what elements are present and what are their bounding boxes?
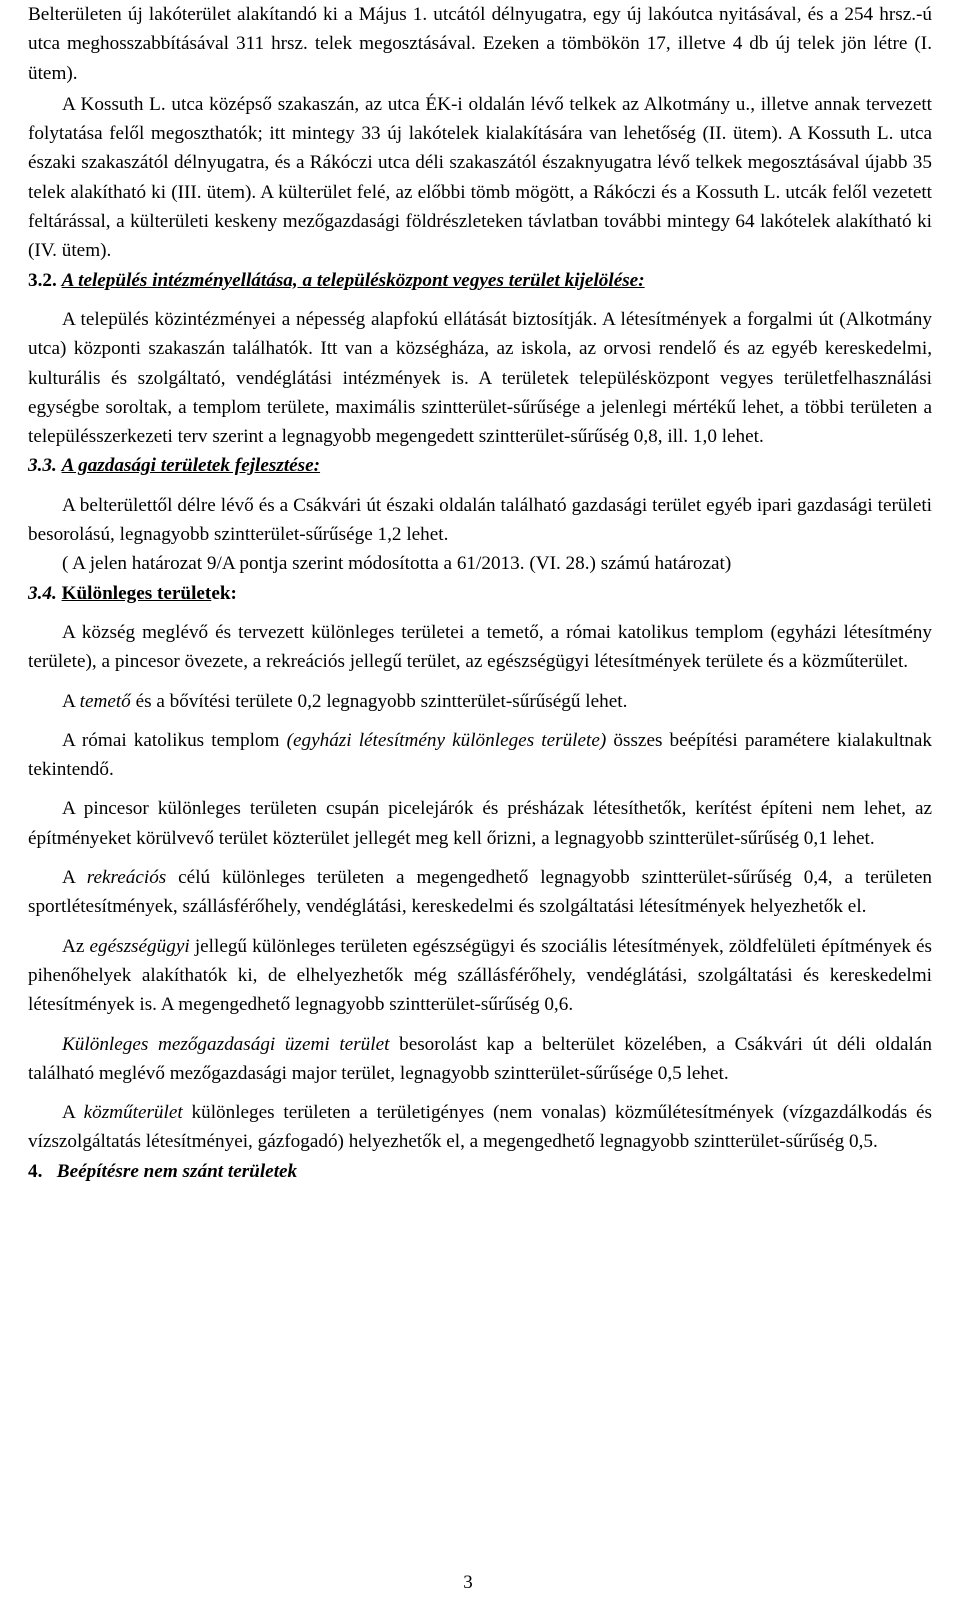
text-run: A (62, 690, 80, 712)
text-run: célú különleges területen a megengedhető legnagyobb szintterület-sűrűség 0,4, a területen sportlétesítmények, szállásférőhely, vendéglátási, kereskedelmi és szolgáltatási létesítmények helyezhetők el. (28, 867, 932, 918)
text-run: összes beépítési paramétere kialakultnak tekintendő. (28, 729, 933, 781)
emphasis: (egyházi létesítmény különleges területe) (286, 729, 607, 751)
text-run: A (62, 1102, 84, 1124)
heading-3-2 (28, 266, 932, 295)
emphasis: rekreációs (86, 867, 167, 889)
emphasis: temető (79, 690, 131, 712)
paragraph-amendment-note: ( A jelen határozat 9/A pontja szerint módosította a 61/2013. (VI. 28.) számú határozat) (62, 553, 732, 575)
heading-number: 3.4. (28, 582, 57, 604)
paragraph-cemetery (28, 687, 932, 716)
paragraph-new-residential: Belterületen új lakóterület alakítandó ki a Május 1. utcától délnyugatra, egy új lakóutca nyitásával, és a 254 hrsz.-ú utca meghosszabbításával 311 hrsz. telek megosztásával. Ezeken a tömbökön 17, illetve 4 db új telek jön létre (I. ütem). (28, 4, 932, 84)
heading-3-3 (28, 451, 932, 480)
emphasis: közműterület (83, 1102, 183, 1124)
paragraph-special-areas: A község meglévő és tervezett különleges területei a temető, a római katolikus templom (egyházi létesítmény területe), a pincesor övezete, a rekreációs jellegű terület, az egészségügyi létesítmények területe és a közműterület. (28, 621, 932, 673)
text-run: és a bővítési területe 0,2 legnagyobb szintterület-sűrűségű lehet. (130, 690, 628, 712)
paragraph-economic-areas: A belterülettől délre lévő és a Csákvári út északi oldalán található gazdasági terület egyéb ipari gazdasági területi besorolású, legnagyobb szintterület-sűrűsége 1,2 lehet. (28, 494, 932, 546)
text-run: jellegű különleges területen egészségügyi és szociális létesítmények, zöldfelületi építmények és pihenőhelyek alakíthatók ki, de elhelyezhetők még szállásférőhely, vendéglátási, szolgáltatási és kereskedelmi létesítmények is. A megengedhető legnagyobb szintterület-sűrűség 0,6. (28, 935, 932, 1016)
emphasis: Különleges mezőgazdasági üzemi terület (62, 1033, 390, 1055)
paragraph-agricultural-plant (28, 1030, 932, 1089)
heading-title-tail: ek: (211, 582, 237, 604)
document-page (28, 0, 932, 1186)
paragraph-church (28, 726, 932, 785)
heading-number: 3.2. (28, 269, 57, 291)
page-number: 3 (463, 1572, 473, 1593)
heading-4 (28, 1157, 932, 1186)
heading-title: A település intézményellátása, a településközpont vegyes terület kijelölése: (61, 269, 645, 291)
paragraph-wine-cellars: A pincesor különleges területen csupán picelejárók és présházak létesíthetők, kerítést építeni nem lehet, az építményeket körülvevő terület közterület jellegét meg kell őrizni, a legnagyobb szintterület-sűrűség 0,1 lehet. (28, 798, 932, 849)
heading-title: A gazdasági területek fejlesztése: (61, 455, 321, 477)
text-run: különleges területen a területigényes (nem vonalas) közműlétesítmények (vízgazdálkodás és vízszolgáltatás létesítményei, gázfogadó) helyezhetők el, a megengedhető legnagyobb szintterület-sűrűség 0,5. (28, 1102, 932, 1153)
heading-title: Különleges terület (61, 582, 212, 604)
heading-3-4 (28, 579, 932, 608)
paragraph-utility-area (28, 1098, 932, 1157)
paragraph-health (28, 932, 932, 1020)
paragraph-recreation (28, 863, 932, 922)
heading-title: Beépítésre nem szánt területek (56, 1160, 298, 1182)
text-run: A római katolikus templom (62, 729, 287, 751)
text-run: Az (62, 935, 90, 957)
text-run: A (62, 867, 87, 889)
heading-number: 3.3. (28, 455, 57, 477)
heading-number: 4. (28, 1160, 43, 1182)
text-run: besorolást kap a belterület közelében, a Csákvári út déli oldalán található meglévő mezőgazdasági major terület, legnagyobb szintterület-sűrűsége 0,5 lehet. (28, 1033, 932, 1084)
paragraph-institutions: A település közintézményei a népesség alapfokú ellátását biztosítják. A létesítmények a forgalmi út (Alkotmány utca) központi szakaszán találhatók. Itt van a községháza, az iskola, az orvosi rendelő és az egyéb kereskedelmi, kulturális és szolgáltató, vendéglátási intézmények is. A területek településközpont vegyes területfelhasználási egységbe soroltak, a templom területe, maximális szintterület-sűrűsége a jelenlegi mértékű lehet, a többi területen a településszerkezeti terv szerint a legnagyobb megengedett szintterület-sűrűség 0,8, ill. 1,0 lehet. (28, 308, 932, 448)
paragraph-kossuth-street: A Kossuth L. utca középső szakaszán, az utca ÉK-i oldalán lévő telkek az Alkotmány u., illetve annak tervezett folytatása felől megoszthatók; itt mintegy 33 új lakótelek kialakítására van lehetőség (II. ütem). A Kossuth L. utca északi szakaszától délnyugatra, és a Rákóczi utca déli szakaszától északnyugatra lévő telkek megosztásával újabb 35 telek alakítható ki (III. ütem). A külterület felé, az előbbi tömb mögött, a Rákóczi és a Kossuth L. utcák felől vezetett feltárással, a külterületi keskeny mezőgazdasági földrészleteken távlatban további mintegy 64 lakótelek alakítható ki (IV. ütem). (28, 93, 932, 262)
emphasis: egészségügyi (89, 935, 190, 957)
